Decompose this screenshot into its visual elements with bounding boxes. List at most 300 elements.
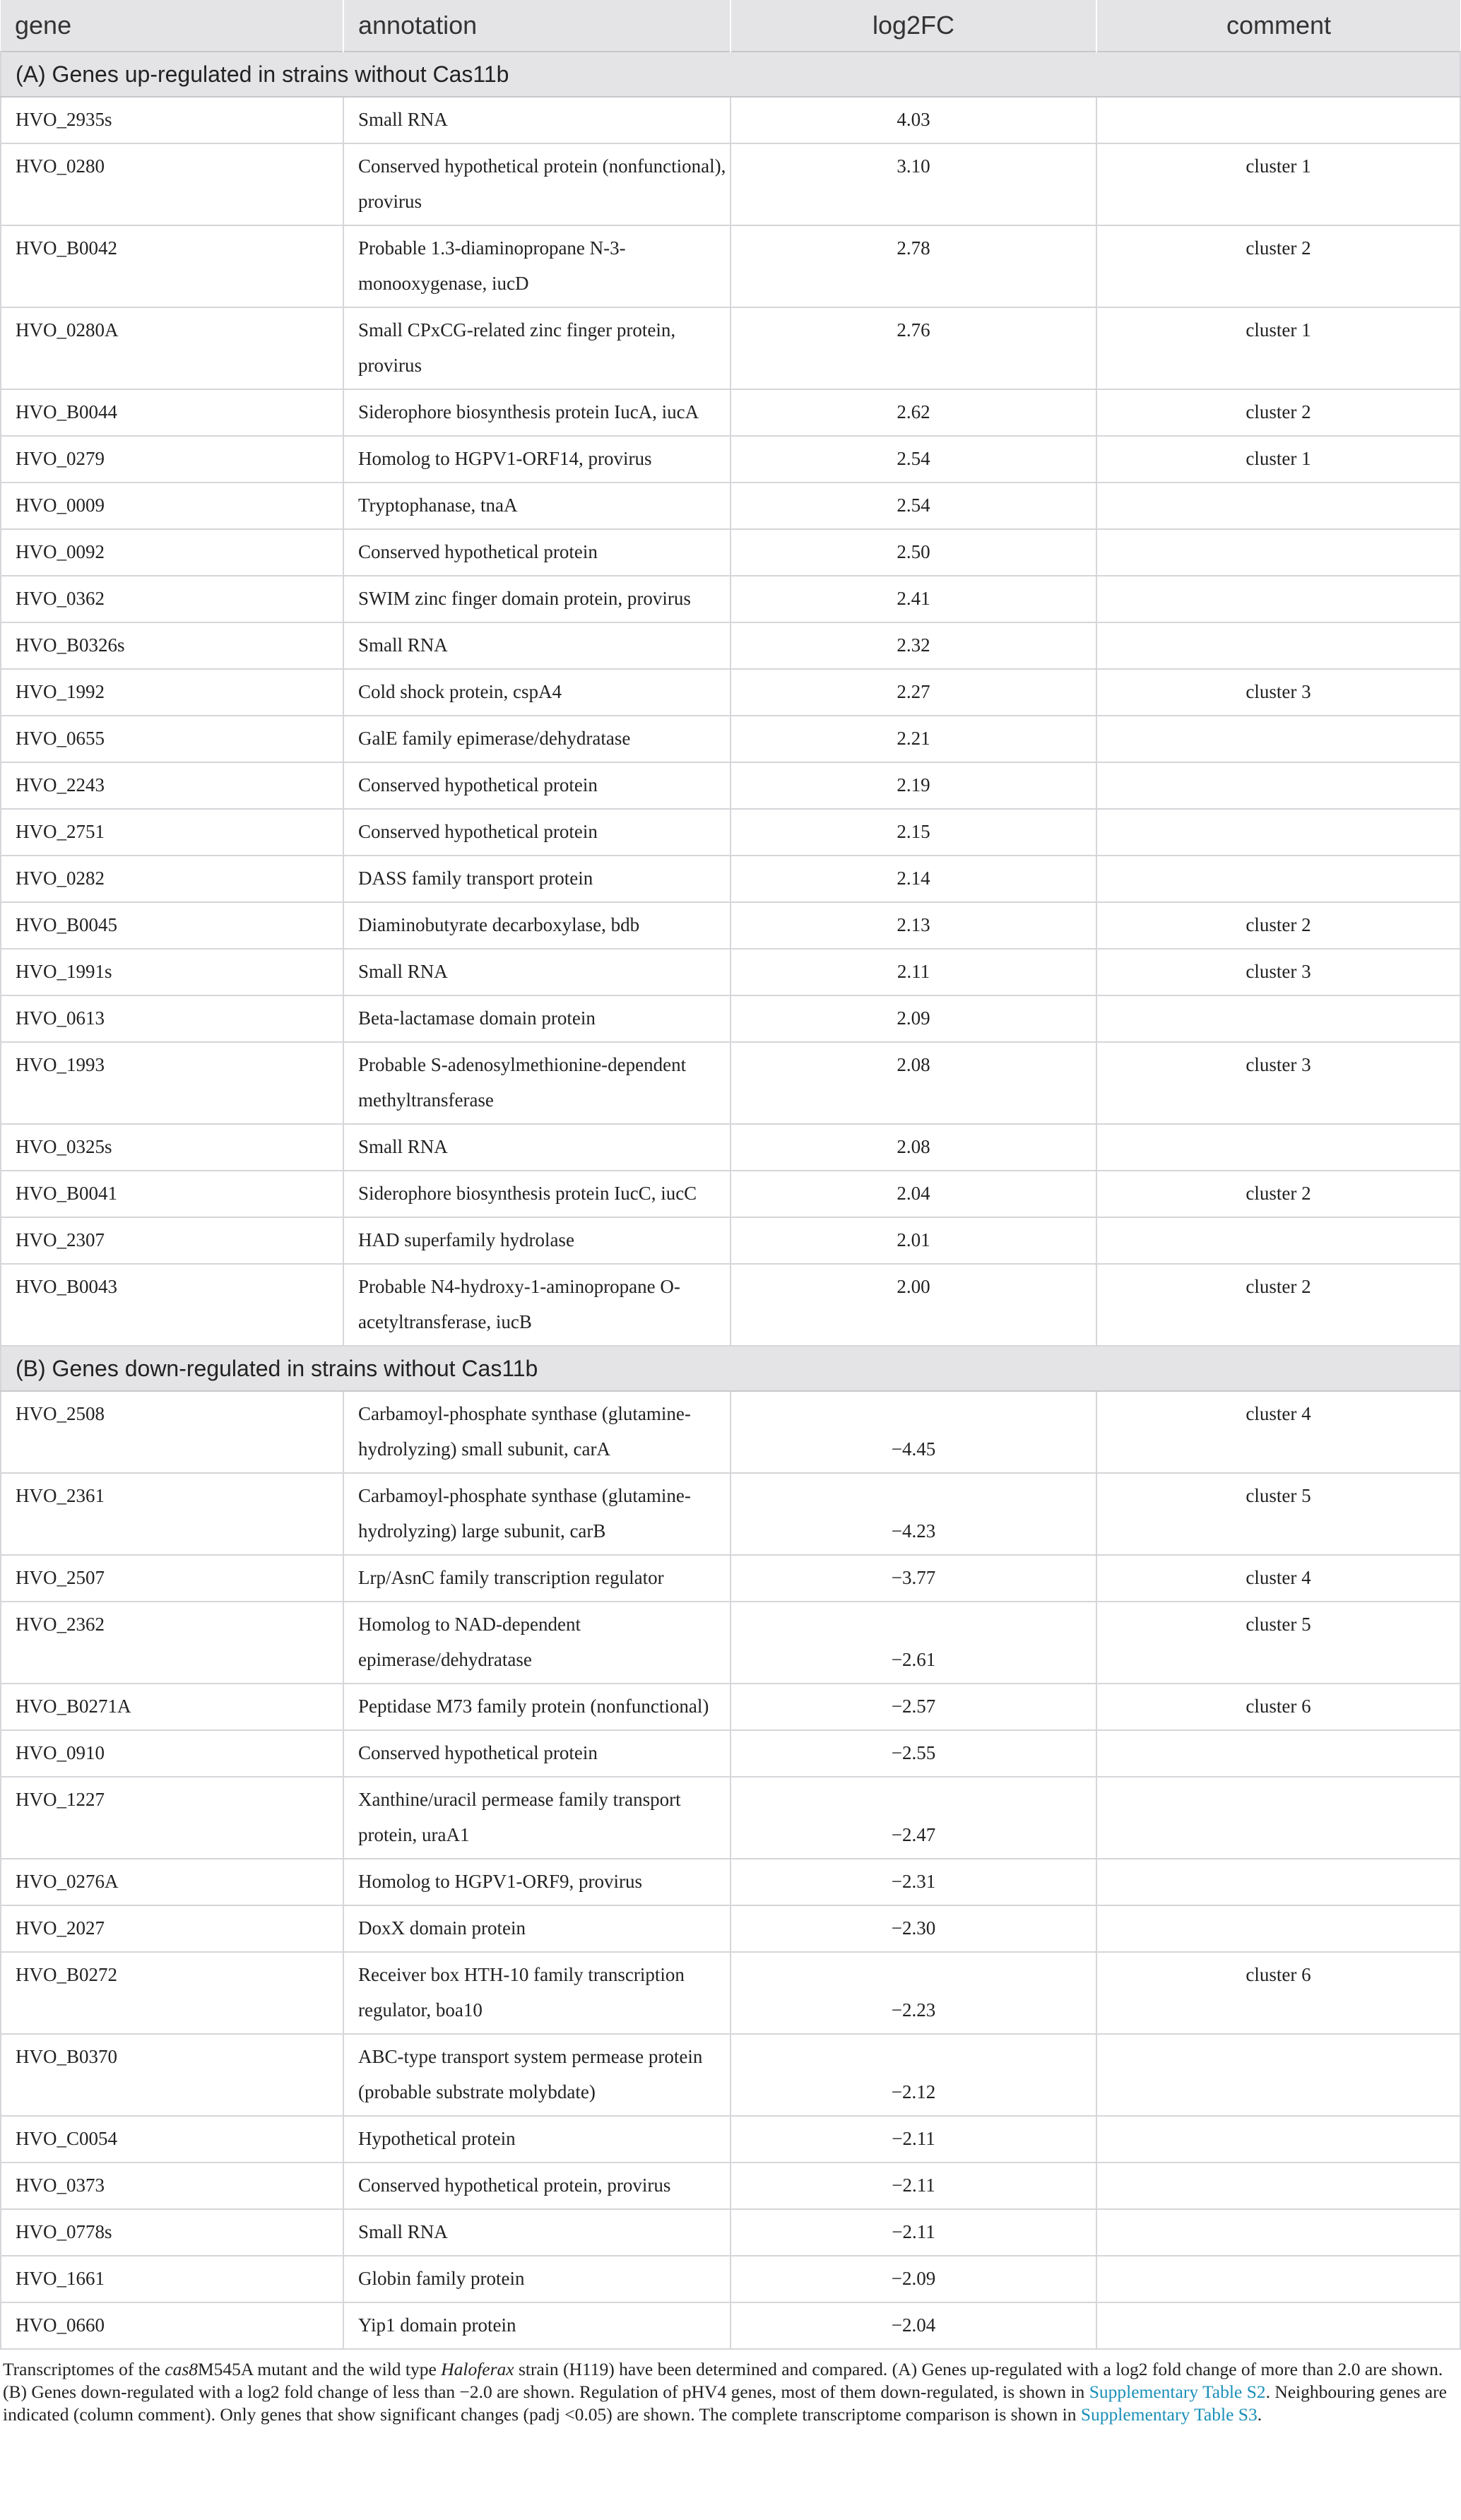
log2fc-cell <box>730 529 1096 576</box>
annotation-cell <box>343 669 730 716</box>
log2fc-cell <box>730 225 1096 307</box>
section-header-row <box>1 1346 1460 1391</box>
annotation-text: Tryptophanase, tnaA <box>358 495 518 516</box>
gene-id: HVO_B0042 <box>16 237 118 259</box>
comment-cell <box>1096 2256 1460 2302</box>
comment-text <box>1097 530 1460 540</box>
annotation-text: Receiver box HTH-10 family transcription regulator, boa10 <box>358 1964 685 2021</box>
gene-id: HVO_2507 <box>16 1567 105 1588</box>
annotation-cell <box>343 1602 730 1684</box>
annotation-cell <box>343 1473 730 1555</box>
log2fc-value: 2.04 <box>897 1183 930 1204</box>
comment-cell <box>1096 1042 1460 1124</box>
gene-cell <box>1 225 343 307</box>
log2fc-cell <box>730 1777 1096 1859</box>
annotation-cell <box>343 1391 730 1473</box>
table-row <box>1 483 1460 529</box>
gene-cell <box>1 622 343 669</box>
gene-id: HVO_0362 <box>16 588 105 609</box>
table-caption <box>0 2350 1461 2426</box>
gene-id: HVO_2307 <box>16 1229 105 1250</box>
section-title: (A) Genes up-regulated in strains without Cas11b <box>1 52 1460 97</box>
header-gene: gene <box>1 0 343 52</box>
supplementary-link-s3[interactable]: Supplementary Table S3 <box>1080 2404 1258 2425</box>
comment-text <box>1097 2303 1460 2313</box>
table-row <box>1 389 1460 436</box>
gene-id: HVO_0282 <box>16 868 105 889</box>
table-row <box>1 97 1460 143</box>
log2fc-value: 2.00 <box>897 1276 930 1297</box>
annotation-text: Carbamoyl-phosphate synthase (glutamine-hydrolyzing) large subunit, carB <box>358 1485 691 1542</box>
annotation-cell <box>343 716 730 762</box>
log2fc-cell <box>730 1859 1096 1905</box>
table-row <box>1 2034 1460 2116</box>
annotation-text: Yip1 domain protein <box>358 2314 516 2336</box>
log2fc-value: 2.11 <box>897 961 930 982</box>
comment-cell <box>1096 856 1460 902</box>
comment-cell <box>1096 2302 1460 2349</box>
table-row <box>1 762 1460 809</box>
comment-text <box>1097 1777 1460 1787</box>
annotation-text: Homolog to HGPV1-ORF9, provirus <box>358 1871 643 1892</box>
annotation-text: Small RNA <box>358 109 448 130</box>
annotation-text: Small RNA <box>358 961 448 982</box>
gene-cell <box>1 576 343 622</box>
gene-id: HVO_B0044 <box>16 401 118 422</box>
annotation-cell <box>343 949 730 995</box>
annotation-text: Small CPxCG-related zinc finger protein, provirus <box>358 319 676 376</box>
comment-cell <box>1096 669 1460 716</box>
gene-cell <box>1 1042 343 1124</box>
gene-id: HVO_0280A <box>16 319 119 341</box>
table-row <box>1 2209 1460 2256</box>
annotation-text: Xanthine/uracil permease family transport protein, uraA1 <box>358 1789 681 1845</box>
comment-cell <box>1096 1859 1460 1905</box>
log2fc-value: 2.32 <box>897 634 930 656</box>
table-row <box>1 716 1460 762</box>
gene-cell <box>1 1217 343 1264</box>
gene-cell <box>1 436 343 483</box>
annotation-text: Siderophore biosynthesis protein IucC, iucC <box>358 1183 697 1204</box>
gene-cell <box>1 1124 343 1171</box>
table-row <box>1 1905 1460 1952</box>
gene-cell <box>1 1859 343 1905</box>
annotation-text: DoxX domain protein <box>358 1917 526 1939</box>
header-row <box>1 0 1460 52</box>
table-row <box>1 1473 1460 1555</box>
log2fc-value: 4.03 <box>897 109 930 130</box>
gene-id: HVO_0276A <box>16 1871 119 1892</box>
comment-text <box>1097 2210 1460 2220</box>
comment-cell <box>1096 995 1460 1042</box>
gene-cell <box>1 2209 343 2256</box>
table-row <box>1 529 1460 576</box>
log2fc-cell <box>730 1730 1096 1777</box>
comment-text: cluster 2 <box>1246 914 1311 935</box>
annotation-text: Homolog to NAD-dependent epimerase/dehydratase <box>358 1614 581 1670</box>
gene-id: HVO_2935s <box>16 109 112 130</box>
log2fc-cell <box>730 483 1096 529</box>
comment-cell <box>1096 143 1460 225</box>
gene-id: HVO_0910 <box>16 1742 105 1763</box>
annotation-text: DASS family transport protein <box>358 868 593 889</box>
gene-id: HVO_0778s <box>16 2221 112 2242</box>
annotation-cell <box>343 622 730 669</box>
comment-cell <box>1096 1264 1460 1346</box>
annotation-text: Small RNA <box>358 1136 448 1157</box>
gene-cell <box>1 2116 343 2163</box>
gene-cell <box>1 1264 343 1346</box>
annotation-text: Conserved hypothetical protein <box>358 1742 598 1763</box>
log2fc-cell <box>730 716 1096 762</box>
comment-text <box>1097 1859 1460 1869</box>
log2fc-value: −2.47 <box>891 1824 936 1845</box>
comment-text: cluster 1 <box>1246 319 1311 341</box>
log2fc-value: 2.27 <box>897 681 930 702</box>
gene-cell <box>1 856 343 902</box>
gene-cell <box>1 762 343 809</box>
comment-text <box>1097 856 1460 866</box>
gene-cell <box>1 2034 343 2116</box>
gene-cell <box>1 995 343 1042</box>
caption-text: . Neighbouring genes are indicated (column comment). Only genes that show significant changes (padj <0.05) are shown. The complete transcriptome comparison is shown in <box>3 2382 1447 2425</box>
log2fc-cell <box>730 307 1096 389</box>
comment-text <box>1097 1125 1460 1135</box>
log2fc-value: 2.09 <box>897 1007 930 1029</box>
annotation-text: Probable 1.3-diaminopropane N-3-monooxygenase, iucD <box>358 237 626 294</box>
log2fc-value: 2.50 <box>897 541 930 562</box>
comment-cell <box>1096 1905 1460 1952</box>
annotation-text: Cold shock protein, cspA4 <box>358 681 562 702</box>
gene-cell <box>1 1171 343 1217</box>
gene-id: HVO_B0041 <box>16 1183 118 1204</box>
annotation-cell <box>343 307 730 389</box>
log2fc-value: 2.13 <box>897 914 930 935</box>
table-row <box>1 1684 1460 1730</box>
table-row <box>1 1730 1460 1777</box>
comment-text: cluster 2 <box>1246 1276 1311 1297</box>
gene-id: HVO_B0045 <box>16 914 118 935</box>
table-row <box>1 1042 1460 1124</box>
annotation-text: Small RNA <box>358 2221 448 2242</box>
table-row <box>1 1171 1460 1217</box>
comment-cell <box>1096 97 1460 143</box>
annotation-text: Diaminobutyrate decarboxylase, bdb <box>358 914 640 935</box>
gene-id: HVO_2027 <box>16 1917 105 1939</box>
log2fc-value: 2.54 <box>897 448 930 469</box>
log2fc-cell <box>730 1602 1096 1684</box>
caption-italic-genus: Haloferax <box>441 2359 514 2379</box>
log2fc-value: 2.21 <box>897 728 930 749</box>
gene-cell <box>1 1730 343 1777</box>
table-row <box>1 809 1460 856</box>
comment-text <box>1097 2035 1460 2045</box>
annotation-cell <box>343 143 730 225</box>
table-row <box>1 1555 1460 1602</box>
gene-id: HVO_0092 <box>16 541 105 562</box>
annotation-cell <box>343 1859 730 1905</box>
gene-cell <box>1 1391 343 1473</box>
comment-text <box>1097 483 1460 493</box>
comment-cell <box>1096 576 1460 622</box>
header-log2fc: log2FC <box>730 0 1096 52</box>
annotation-cell <box>343 1124 730 1171</box>
annotation-cell <box>343 1952 730 2034</box>
annotation-text: Conserved hypothetical protein, provirus <box>358 2175 671 2196</box>
annotation-cell <box>343 483 730 529</box>
gene-cell <box>1 1473 343 1555</box>
gene-cell <box>1 529 343 576</box>
annotation-text: Conserved hypothetical protein <box>358 821 598 842</box>
comment-cell <box>1096 762 1460 809</box>
comment-text <box>1097 2117 1460 2126</box>
log2fc-value: −4.45 <box>891 1438 936 1460</box>
annotation-cell <box>343 2256 730 2302</box>
gene-id: HVO_2361 <box>16 1485 105 1506</box>
comment-cell <box>1096 1124 1460 1171</box>
gene-id: HVO_1992 <box>16 681 105 702</box>
comment-text <box>1097 1906 1460 1916</box>
gene-id: HVO_0280 <box>16 155 105 177</box>
comment-text: cluster 6 <box>1246 1696 1311 1717</box>
log2fc-value: 2.54 <box>897 495 930 516</box>
annotation-cell <box>343 1684 730 1730</box>
comment-text: cluster 6 <box>1246 1964 1311 1985</box>
annotation-cell <box>343 1264 730 1346</box>
table-row <box>1 2302 1460 2349</box>
gene-id: HVO_B0272 <box>16 1964 118 1985</box>
annotation-cell <box>343 1042 730 1124</box>
annotation-cell <box>343 2163 730 2209</box>
log2fc-cell <box>730 2256 1096 2302</box>
table-row <box>1 949 1460 995</box>
gene-cell <box>1 1905 343 1952</box>
log2fc-cell <box>730 436 1096 483</box>
annotation-cell <box>343 902 730 949</box>
gene-id: HVO_0660 <box>16 2314 105 2336</box>
supplementary-link-s2[interactable]: Supplementary Table S2 <box>1089 2382 1266 2402</box>
annotation-text: ABC-type transport system permease protein (probable substrate molybdate) <box>358 2046 703 2102</box>
log2fc-cell <box>730 809 1096 856</box>
comment-cell <box>1096 2116 1460 2163</box>
log2fc-value: −2.23 <box>891 1999 936 2021</box>
comment-cell <box>1096 1555 1460 1602</box>
gene-id: HVO_0325s <box>16 1136 112 1157</box>
log2fc-value: 2.14 <box>897 868 930 889</box>
comment-cell <box>1096 1473 1460 1555</box>
annotation-text: Carbamoyl-phosphate synthase (glutamine-hydrolyzing) small subunit, carA <box>358 1403 691 1460</box>
log2fc-cell <box>730 902 1096 949</box>
log2fc-cell <box>730 576 1096 622</box>
table-row <box>1 1952 1460 2034</box>
gene-cell <box>1 902 343 949</box>
annotation-cell <box>343 762 730 809</box>
table-row <box>1 436 1460 483</box>
comment-text: cluster 2 <box>1246 401 1311 422</box>
comment-cell <box>1096 1391 1460 1473</box>
gene-id: HVO_0655 <box>16 728 105 749</box>
comment-text: cluster 4 <box>1246 1567 1311 1588</box>
comment-text <box>1097 2163 1460 2173</box>
annotation-cell <box>343 1217 730 1264</box>
gene-cell <box>1 97 343 143</box>
log2fc-cell <box>730 1555 1096 1602</box>
comment-cell <box>1096 949 1460 995</box>
log2fc-value: −2.04 <box>891 2314 936 2336</box>
log2fc-cell <box>730 1124 1096 1171</box>
log2fc-value: −4.23 <box>891 1520 936 1542</box>
comment-text: cluster 1 <box>1246 155 1311 177</box>
log2fc-cell <box>730 2116 1096 2163</box>
comment-text <box>1097 576 1460 586</box>
section-title: (B) Genes down-regulated in strains without Cas11b <box>1 1346 1460 1391</box>
annotation-text: Beta-lactamase domain protein <box>358 1007 596 1029</box>
gene-id: HVO_0373 <box>16 2175 105 2196</box>
comment-cell <box>1096 2163 1460 2209</box>
comment-cell <box>1096 1217 1460 1264</box>
table-row <box>1 1602 1460 1684</box>
table-row <box>1 856 1460 902</box>
annotation-text: Homolog to HGPV1-ORF14, provirus <box>358 448 652 469</box>
annotation-cell <box>343 2116 730 2163</box>
gene-id: HVO_1993 <box>16 1054 105 1075</box>
log2fc-cell <box>730 1952 1096 2034</box>
log2fc-value: −2.12 <box>891 2081 936 2102</box>
annotation-cell <box>343 225 730 307</box>
comment-text <box>1097 763 1460 773</box>
table-row <box>1 1859 1460 1905</box>
annotation-cell <box>343 1171 730 1217</box>
comment-text: cluster 5 <box>1246 1614 1311 1635</box>
table-row <box>1 2163 1460 2209</box>
section-header-row <box>1 52 1460 97</box>
annotation-cell <box>343 1730 730 1777</box>
log2fc-value: −3.77 <box>891 1567 936 1588</box>
gene-cell <box>1 669 343 716</box>
gene-id: HVO_B0370 <box>16 2046 118 2067</box>
annotation-text: Conserved hypothetical protein <box>358 774 598 795</box>
table-row <box>1 1777 1460 1859</box>
gene-cell <box>1 389 343 436</box>
annotation-cell <box>343 97 730 143</box>
table-row <box>1 1124 1460 1171</box>
table-row <box>1 1264 1460 1346</box>
log2fc-value: −2.09 <box>891 2268 936 2289</box>
comment-text: cluster 2 <box>1246 237 1311 259</box>
log2fc-cell <box>730 389 1096 436</box>
gene-cell <box>1 143 343 225</box>
comment-cell <box>1096 1684 1460 1730</box>
comment-text: cluster 5 <box>1246 1485 1311 1506</box>
log2fc-cell <box>730 949 1096 995</box>
header-annotation: annotation <box>343 0 730 52</box>
log2fc-cell <box>730 2302 1096 2349</box>
comment-cell <box>1096 902 1460 949</box>
gene-id: HVO_1227 <box>16 1789 105 1810</box>
table-row <box>1 995 1460 1042</box>
gene-cell <box>1 2163 343 2209</box>
comment-text <box>1097 996 1460 1006</box>
gene-id: HVO_B0271A <box>16 1696 131 1717</box>
comment-cell <box>1096 389 1460 436</box>
log2fc-cell <box>730 97 1096 143</box>
comment-text <box>1097 1731 1460 1741</box>
table-row <box>1 622 1460 669</box>
log2fc-cell <box>730 143 1096 225</box>
annotation-cell <box>343 529 730 576</box>
table-row <box>1 143 1460 225</box>
annotation-cell <box>343 576 730 622</box>
comment-text: cluster 2 <box>1246 1183 1311 1204</box>
annotation-cell <box>343 809 730 856</box>
gene-cell <box>1 2302 343 2349</box>
log2fc-value: −2.31 <box>891 1871 936 1892</box>
log2fc-cell <box>730 1171 1096 1217</box>
comment-text: cluster 1 <box>1246 448 1311 469</box>
comment-cell <box>1096 1730 1460 1777</box>
log2fc-cell <box>730 2163 1096 2209</box>
table-body <box>1 52 1460 2349</box>
gene-id: HVO_2243 <box>16 774 105 795</box>
log2fc-value: −2.11 <box>892 2175 935 2196</box>
table-row <box>1 2116 1460 2163</box>
log2fc-value: 2.41 <box>897 588 930 609</box>
comment-cell <box>1096 716 1460 762</box>
comment-text: cluster 3 <box>1246 681 1311 702</box>
gene-id: HVO_B0326s <box>16 634 125 656</box>
comment-cell <box>1096 225 1460 307</box>
log2fc-cell <box>730 1217 1096 1264</box>
gene-cell <box>1 949 343 995</box>
log2fc-value: −2.61 <box>891 1649 936 1670</box>
annotation-text: Small RNA <box>358 634 448 656</box>
gene-cell <box>1 1777 343 1859</box>
annotation-text: GalE family epimerase/dehydratase <box>358 728 631 749</box>
comment-cell <box>1096 1602 1460 1684</box>
comment-cell <box>1096 529 1460 576</box>
log2fc-value: −2.11 <box>892 2128 935 2149</box>
log2fc-value: −2.55 <box>891 1742 936 1763</box>
gene-id: HVO_C0054 <box>16 2128 118 2149</box>
annotation-text: Probable N4-hydroxy-1-aminopropane O-acetyltransferase, iucB <box>358 1276 680 1332</box>
comment-cell <box>1096 809 1460 856</box>
comment-text <box>1097 623 1460 633</box>
table-row <box>1 902 1460 949</box>
log2fc-value: −2.11 <box>892 2221 935 2242</box>
comment-cell <box>1096 1171 1460 1217</box>
annotation-text: Conserved hypothetical protein <box>358 541 598 562</box>
log2fc-cell <box>730 1042 1096 1124</box>
gene-id: HVO_1661 <box>16 2268 105 2289</box>
gene-id: HVO_0613 <box>16 1007 105 1029</box>
log2fc-cell <box>730 1391 1096 1473</box>
comment-text <box>1097 1218 1460 1228</box>
comment-cell <box>1096 2034 1460 2116</box>
annotation-text: Globin family protein <box>358 2268 525 2289</box>
annotation-text: Conserved hypothetical protein (nonfunctional), provirus <box>358 155 726 212</box>
comment-cell <box>1096 1777 1460 1859</box>
comment-text <box>1097 716 1460 726</box>
gene-cell <box>1 307 343 389</box>
log2fc-cell <box>730 2034 1096 2116</box>
gene-cell <box>1 716 343 762</box>
comment-cell <box>1096 622 1460 669</box>
comment-cell <box>1096 483 1460 529</box>
log2fc-cell <box>730 2209 1096 2256</box>
log2fc-cell <box>730 856 1096 902</box>
log2fc-value: 2.08 <box>897 1136 930 1157</box>
gene-cell <box>1 2256 343 2302</box>
